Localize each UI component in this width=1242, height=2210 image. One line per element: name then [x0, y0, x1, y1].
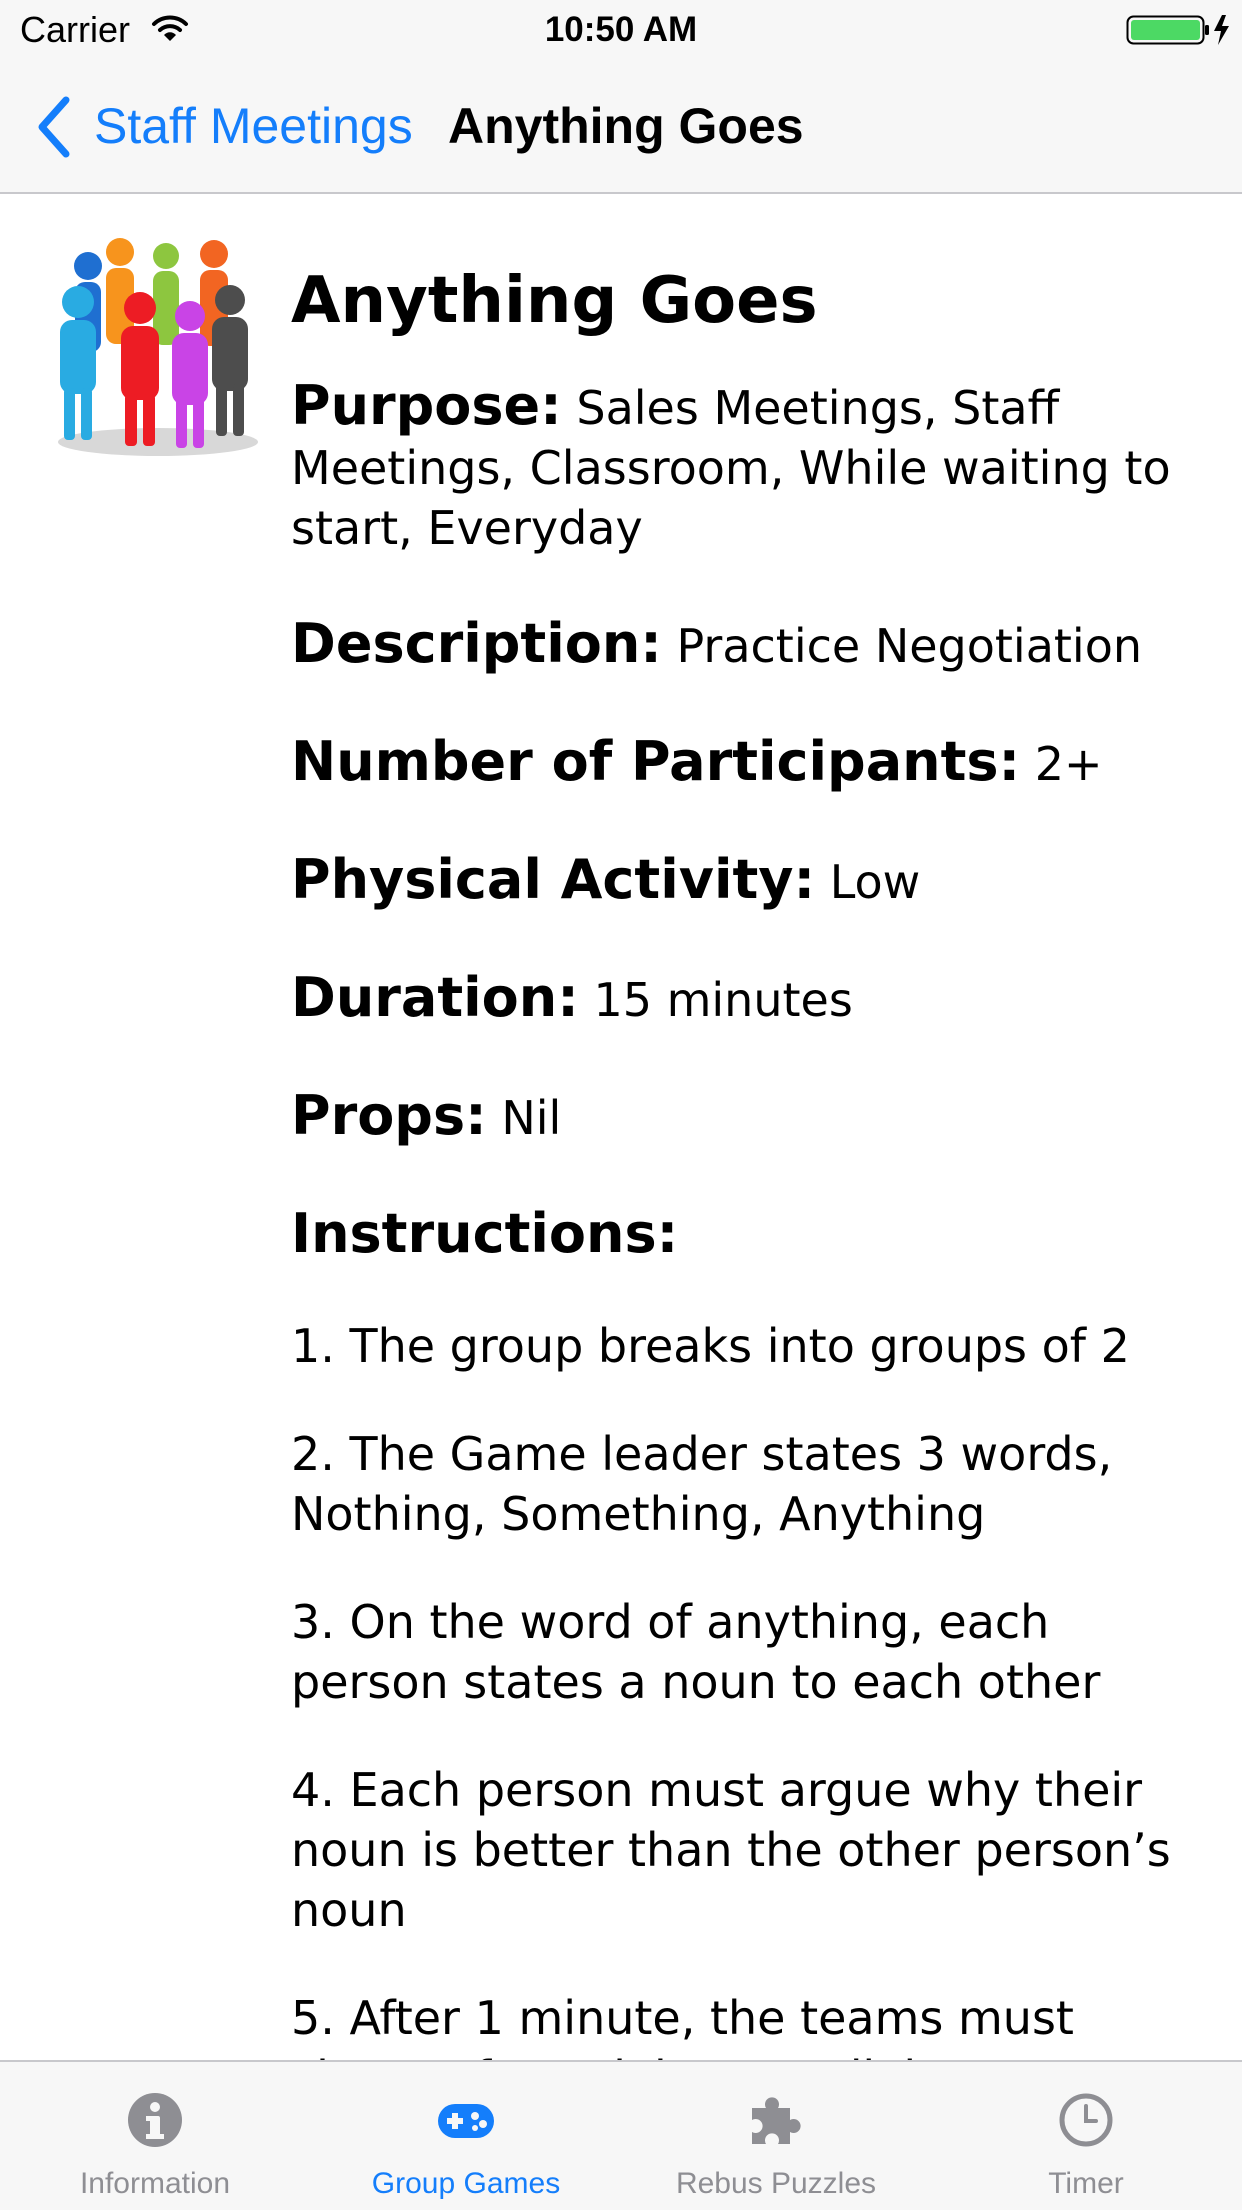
- instruction-step: 2. The Game leader states 3 words, Nothing, Something, Anything: [291, 1427, 1113, 1541]
- field-label: Description:: [291, 612, 662, 675]
- gamepad-icon: [436, 2090, 496, 2150]
- field-props: [291, 1086, 1211, 1148]
- status-bar: [0, 0, 1242, 60]
- field-value: 2+: [1034, 737, 1103, 791]
- field-participants: [291, 732, 1211, 794]
- group-of-people-icon: [48, 238, 264, 458]
- field-label: Number of Participants:: [291, 730, 1021, 793]
- info-icon: [125, 2090, 185, 2150]
- instruction-step: 1. The group breaks into groups of 2: [291, 1319, 1130, 1373]
- navigation-bar: [0, 60, 1242, 194]
- puzzle-icon: [746, 2090, 806, 2150]
- game-title: Anything Goes: [291, 264, 818, 338]
- tab-label: Group Games: [371, 2167, 561, 2200]
- game-details: [291, 264, 1211, 2156]
- tab-bar: [0, 2060, 1242, 2210]
- instruction-step: 4. Each person must argue why their noun is better than the other person’s noun: [291, 1763, 1171, 1937]
- clock-icon: [1056, 2090, 1116, 2150]
- field-purpose: [291, 376, 1211, 558]
- instruction-step: 5. After 1 minute, the teams must: [291, 1991, 1074, 2045]
- field-value: Nil: [501, 1091, 562, 1145]
- status-time: 10:50 AM: [544, 10, 698, 49]
- field-label: Props:: [291, 1084, 487, 1147]
- field-value: Low: [829, 855, 921, 909]
- back-button[interactable]: Staff Meetings: [94, 98, 413, 154]
- field-label: Purpose:: [291, 374, 562, 437]
- field-value: Sales Meetings, Staff Meetings, Classroom, While waiting to start, Everyday: [291, 381, 1171, 555]
- tab-information[interactable]: [0, 2062, 310, 2210]
- field-duration: [291, 968, 1211, 1030]
- field-label: Physical Activity:: [291, 848, 816, 911]
- instructions-heading: Instructions:: [291, 1202, 679, 1265]
- tab-rebus-puzzles[interactable]: [621, 2062, 931, 2210]
- instruction-step: 3. On the word of anything, each person states a noun to each other: [291, 1595, 1101, 1709]
- tab-label: Timer: [1048, 2167, 1124, 2200]
- back-chevron-icon[interactable]: [34, 94, 76, 160]
- field-value: Practice Negotiation: [676, 619, 1143, 673]
- field-description: [291, 614, 1211, 676]
- nav-title: Anything Goes: [448, 98, 804, 154]
- field-label: Duration:: [291, 966, 579, 1029]
- tab-group-games[interactable]: [311, 2062, 621, 2210]
- battery-icon: [1126, 14, 1232, 46]
- tab-label: Information: [79, 2167, 231, 2200]
- field-value: 15 minutes: [593, 973, 853, 1027]
- tab-label: Rebus Puzzles: [675, 2167, 877, 2200]
- field-physical-activity: [291, 850, 1211, 912]
- tab-timer[interactable]: [931, 2062, 1241, 2210]
- game-detail-content[interactable]: [0, 194, 1242, 2060]
- carrier-label: Carrier: [20, 9, 131, 50]
